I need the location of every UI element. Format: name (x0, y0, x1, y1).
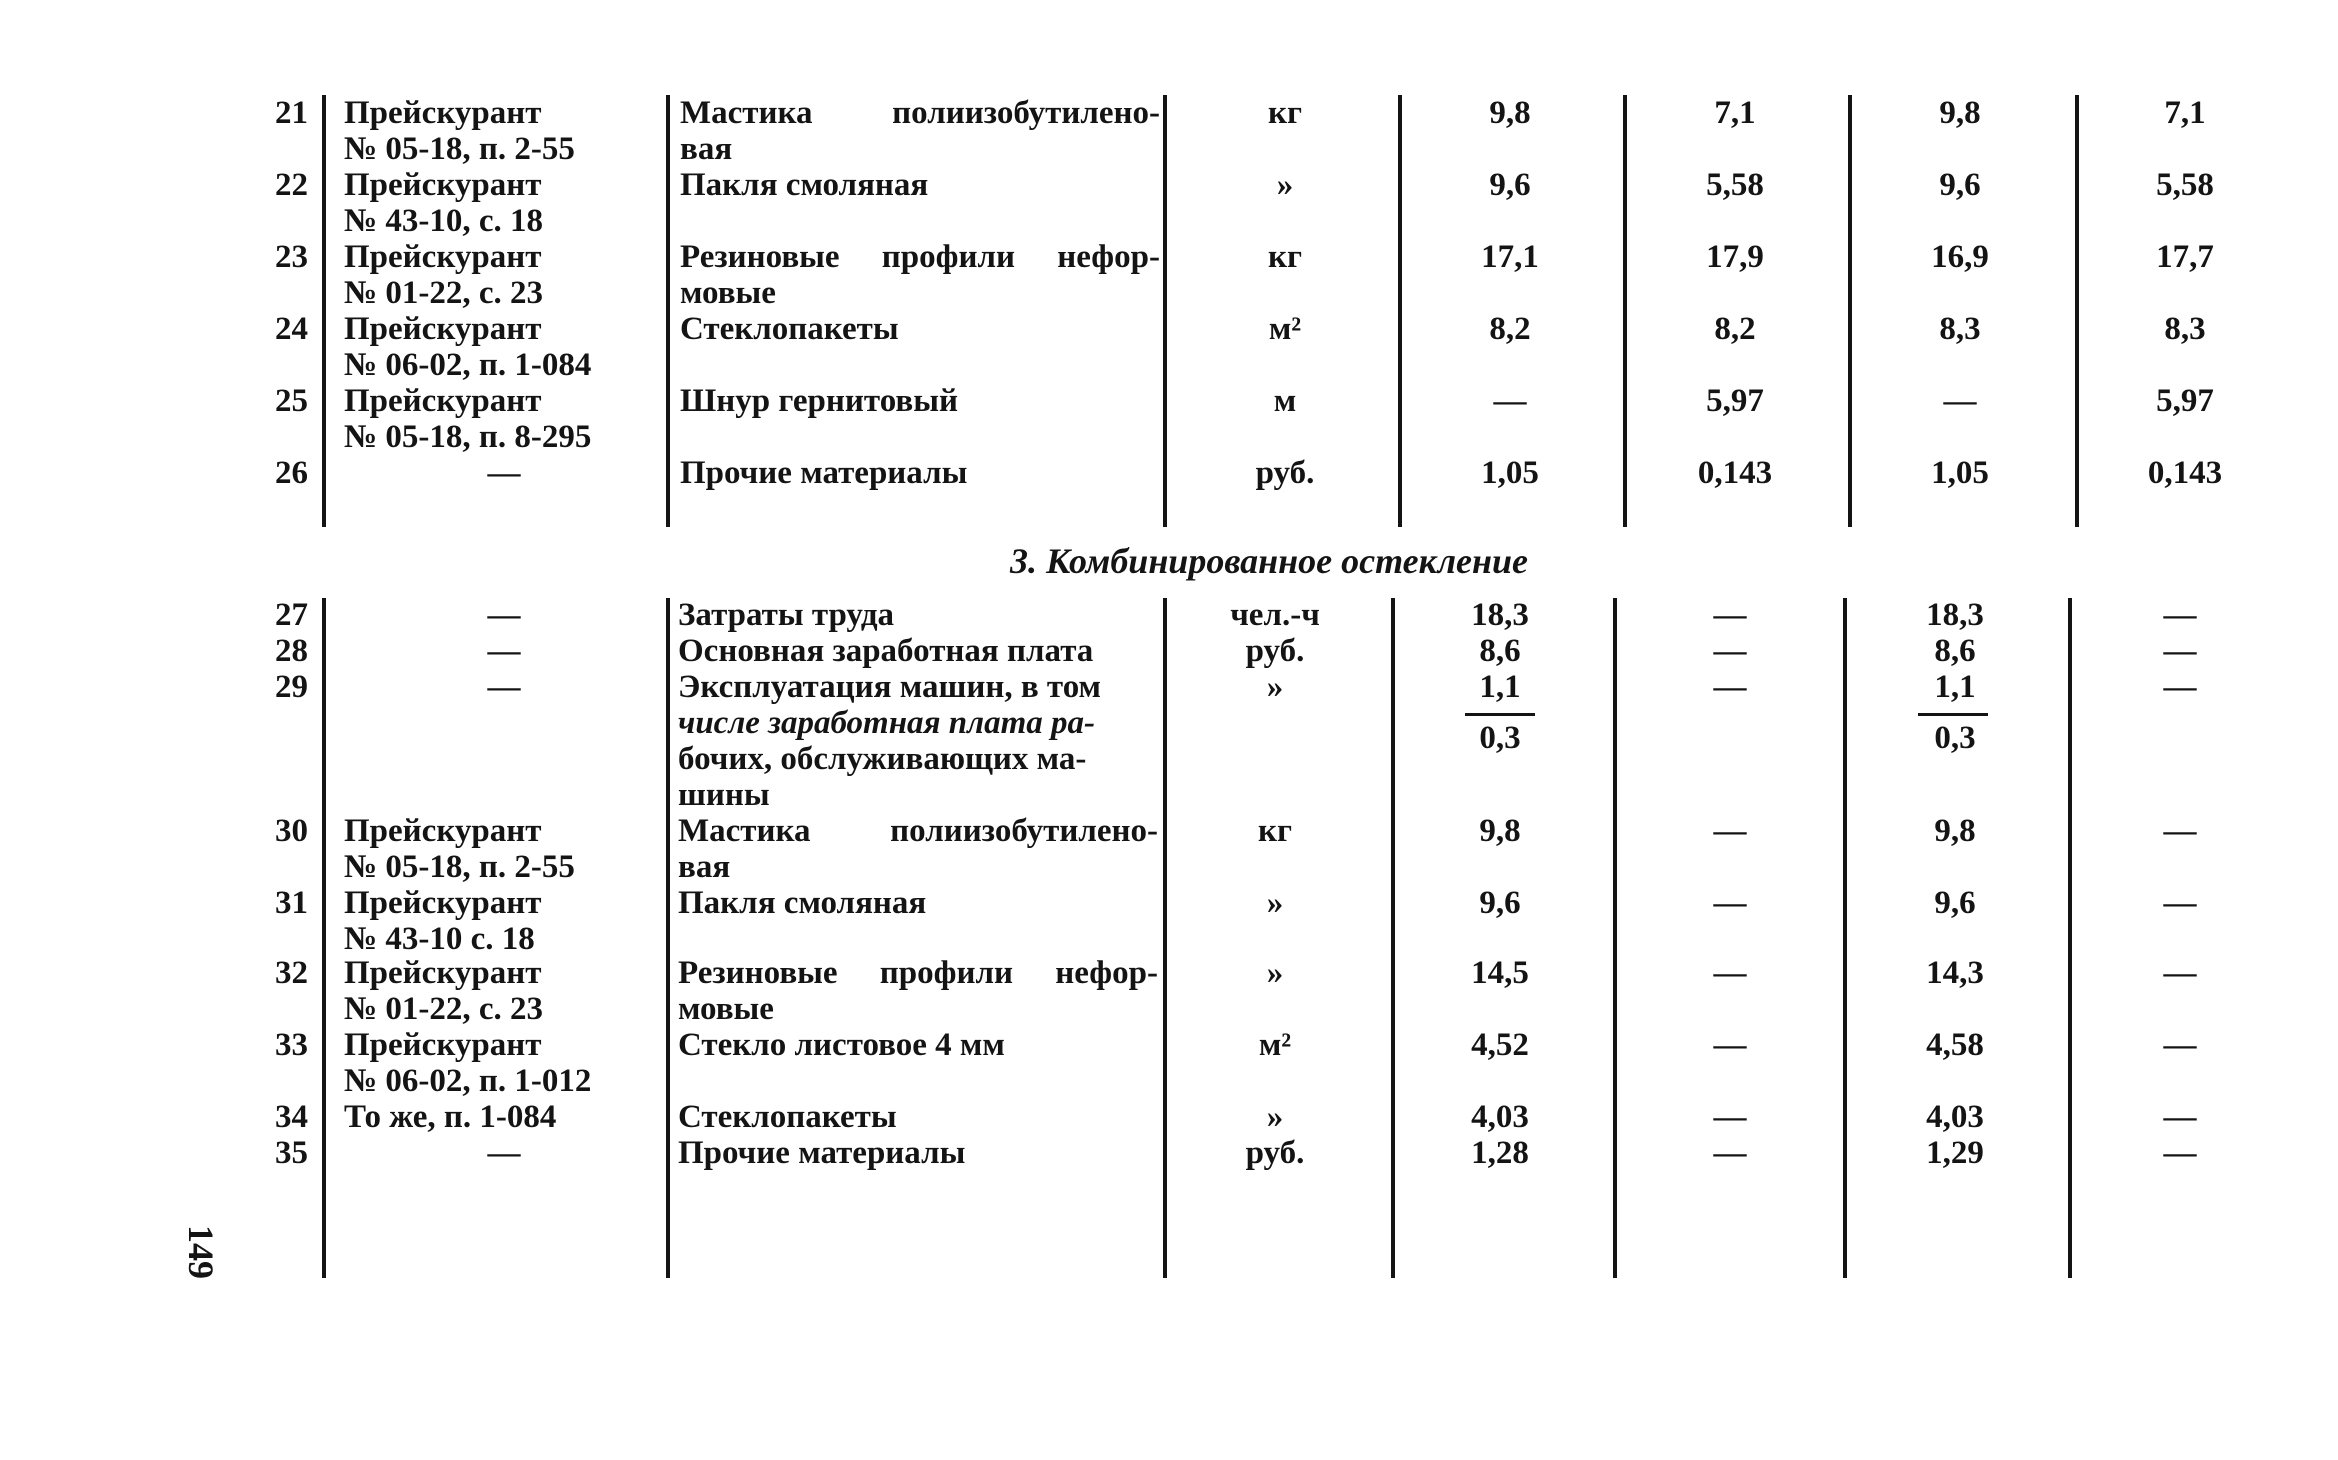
row-number: 31 (275, 885, 308, 921)
value-3: 14,3 (1926, 955, 1984, 991)
value-2: — (1713, 885, 1747, 921)
value-3: 18,3 (1926, 597, 1984, 633)
table1-divider (1163, 95, 1167, 527)
value-3: 4,03 (1926, 1099, 1984, 1135)
value-4: — (2163, 955, 2197, 991)
value-3: 8,6 (1934, 633, 1976, 669)
material-name-line: Стекло листовое 4 мм (678, 1027, 1005, 1063)
value-4: — (2163, 597, 2197, 633)
row-number: 27 (275, 597, 308, 633)
value-1: 8,2 (1489, 311, 1531, 347)
source-line: Прейскурант (344, 1027, 542, 1063)
table1-divider (2075, 95, 2079, 527)
value-1: 9,8 (1489, 95, 1531, 131)
value-1: 8,6 (1479, 633, 1521, 669)
fraction-bar (1465, 713, 1535, 716)
material-name-line: мовые (678, 991, 774, 1027)
value-4: 5,58 (2156, 167, 2214, 203)
table2-divider (1163, 598, 1167, 1278)
value-1: 9,6 (1489, 167, 1531, 203)
page-number: 149 (181, 1225, 221, 1279)
material-name-line: Основная заработная плата (678, 633, 1094, 669)
row-number: 23 (275, 239, 308, 275)
material-name-line: вая (680, 131, 733, 167)
material-name-line: шины (678, 777, 770, 813)
source-line: Прейскурант (344, 239, 542, 275)
value-3: 1,29 (1926, 1135, 1984, 1171)
material-name-line: Прочие материалы (678, 1135, 966, 1171)
value-2: 8,2 (1714, 311, 1756, 347)
value-2: 5,58 (1706, 167, 1764, 203)
value-4: — (2163, 813, 2197, 849)
unit: руб. (1245, 633, 1305, 669)
value-3: — (1943, 383, 1977, 419)
source-line: Прейскурант (344, 95, 542, 131)
fraction-bar (1918, 713, 1988, 716)
value-1: 9,8 (1479, 813, 1521, 849)
value-3-denominator: 0,3 (1934, 720, 1976, 756)
row-number: 24 (275, 311, 308, 347)
unit: » (1266, 955, 1284, 991)
source-line: № 06-02, п. 1-084 (344, 347, 592, 383)
unit: » (1276, 167, 1294, 203)
unit: руб. (1245, 1135, 1305, 1171)
source-line: Прейскурант (344, 813, 542, 849)
row-number: 25 (275, 383, 308, 419)
value-2: — (1713, 633, 1747, 669)
row-number: 35 (275, 1135, 308, 1171)
material-name-line: Эксплуатация машин, в том (678, 669, 1102, 705)
source-line: — (487, 1135, 521, 1171)
value-2: 0,143 (1697, 455, 1773, 491)
unit: кг (1268, 239, 1302, 275)
material-name-line: Шнур гернитовый (680, 383, 958, 419)
material-name-line: Прочие материалы (680, 455, 968, 491)
table2-divider (1613, 598, 1617, 1278)
source-line: — (487, 455, 521, 491)
row-number: 28 (275, 633, 308, 669)
source-line: № 05-18, п. 8-295 (344, 419, 592, 455)
value-4: — (2163, 1135, 2197, 1171)
value-2: — (1713, 1099, 1747, 1135)
value-2: 5,97 (1706, 383, 1764, 419)
value-3: 4,58 (1926, 1027, 1984, 1063)
value-1-numerator: 1,1 (1479, 669, 1521, 705)
value-4: 17,7 (2156, 239, 2214, 275)
unit: » (1266, 885, 1284, 921)
row-number: 21 (275, 95, 308, 131)
unit: м (1273, 383, 1297, 419)
source-line: № 06-02, п. 1-012 (344, 1063, 592, 1099)
value-3: 1,05 (1931, 455, 1989, 491)
material-name-line: Пакля смоляная (680, 167, 929, 203)
table1-divider (322, 95, 326, 527)
value-1: 1,05 (1481, 455, 1539, 491)
unit: » (1266, 1099, 1284, 1135)
row-number: 29 (275, 669, 308, 705)
value-2: 7,1 (1714, 95, 1756, 131)
source-line: Прейскурант (344, 311, 542, 347)
value-4: 0,143 (2147, 455, 2223, 491)
row-number: 26 (275, 455, 308, 491)
row-number: 34 (275, 1099, 308, 1135)
value-1: — (1493, 383, 1527, 419)
value-3-numerator: 1,1 (1934, 669, 1976, 705)
source-line: Прейскурант (344, 885, 542, 921)
table1-divider (1623, 95, 1627, 527)
value-1: 14,5 (1471, 955, 1529, 991)
table1-divider (1848, 95, 1852, 527)
source-line: № 01-22, с. 23 (344, 275, 544, 311)
value-2: — (1713, 955, 1747, 991)
value-1: 4,03 (1471, 1099, 1529, 1135)
source-line: — (487, 669, 521, 705)
table2-divider (322, 598, 326, 1278)
material-name-line: бочих, обслуживающих ма- (678, 741, 1087, 777)
value-2: — (1713, 813, 1747, 849)
value-3: 9,6 (1939, 167, 1981, 203)
table1-divider (1398, 95, 1402, 527)
material-name-line: вая (678, 849, 731, 885)
material-name-line: Резиновые профили нефор- (678, 955, 1158, 991)
material-name-line: Стеклопакеты (678, 1099, 897, 1135)
source-line: — (487, 633, 521, 669)
material-name-line: Резиновые профили нефор- (680, 239, 1160, 275)
material-name-line: числе заработная плата ра- (678, 705, 1095, 741)
row-number: 33 (275, 1027, 308, 1063)
material-name-line: Мастика полиизобутилено- (678, 813, 1158, 849)
value-1: 17,1 (1481, 239, 1539, 275)
value-1: 18,3 (1471, 597, 1529, 633)
unit: м² (1258, 1027, 1292, 1063)
value-1: 1,28 (1471, 1135, 1529, 1171)
value-3: 9,8 (1939, 95, 1981, 131)
material-name-line: Затраты труда (678, 597, 895, 633)
unit: кг (1268, 95, 1302, 131)
source-line: Прейскурант (344, 167, 542, 203)
value-4: — (2163, 1027, 2197, 1063)
value-4: — (2163, 633, 2197, 669)
unit: руб. (1255, 455, 1315, 491)
unit: м² (1268, 311, 1302, 347)
material-name-line: мовые (680, 275, 776, 311)
source-line: — (487, 597, 521, 633)
source-line: То же, п. 1-084 (344, 1099, 557, 1135)
unit: чел.-ч (1230, 597, 1320, 633)
value-4: — (2163, 669, 2197, 705)
source-line: № 43-10 с. 18 (344, 921, 535, 957)
unit: кг (1258, 813, 1292, 849)
table2-divider (2068, 598, 2072, 1278)
row-number: 22 (275, 167, 308, 203)
row-number: 32 (275, 955, 308, 991)
value-3: 8,3 (1939, 311, 1981, 347)
value-4: 8,3 (2164, 311, 2206, 347)
source-line: № 43-10, с. 18 (344, 203, 544, 239)
value-2: — (1713, 1027, 1747, 1063)
source-line: № 05-18, п. 2-55 (344, 849, 575, 885)
value-1: 4,52 (1471, 1027, 1529, 1063)
material-name-line: Стеклопакеты (680, 311, 899, 347)
value-4: 5,97 (2156, 383, 2214, 419)
material-name-line: Пакля смоляная (678, 885, 927, 921)
source-line: № 01-22, с. 23 (344, 991, 544, 1027)
table2-divider (1391, 598, 1395, 1278)
source-line: Прейскурант (344, 383, 542, 419)
value-3: 9,8 (1934, 813, 1976, 849)
value-1: 9,6 (1479, 885, 1521, 921)
value-2: — (1713, 669, 1747, 705)
material-name-line: Мастика полиизобутилено- (680, 95, 1160, 131)
table2-divider (1843, 598, 1847, 1278)
unit: » (1266, 669, 1284, 705)
value-4: 7,1 (2164, 95, 2206, 131)
value-4: — (2163, 885, 2197, 921)
value-2: — (1713, 1135, 1747, 1171)
value-3: 16,9 (1931, 239, 1989, 275)
value-2: — (1713, 597, 1747, 633)
source-line: № 05-18, п. 2-55 (344, 131, 575, 167)
source-line: Прейскурант (344, 955, 542, 991)
section-title: 3. Комбинированное остекление (1010, 541, 1529, 581)
row-number: 30 (275, 813, 308, 849)
value-3: 9,6 (1934, 885, 1976, 921)
value-1-denominator: 0,3 (1479, 720, 1521, 756)
value-2: 17,9 (1706, 239, 1764, 275)
value-4: — (2163, 1099, 2197, 1135)
